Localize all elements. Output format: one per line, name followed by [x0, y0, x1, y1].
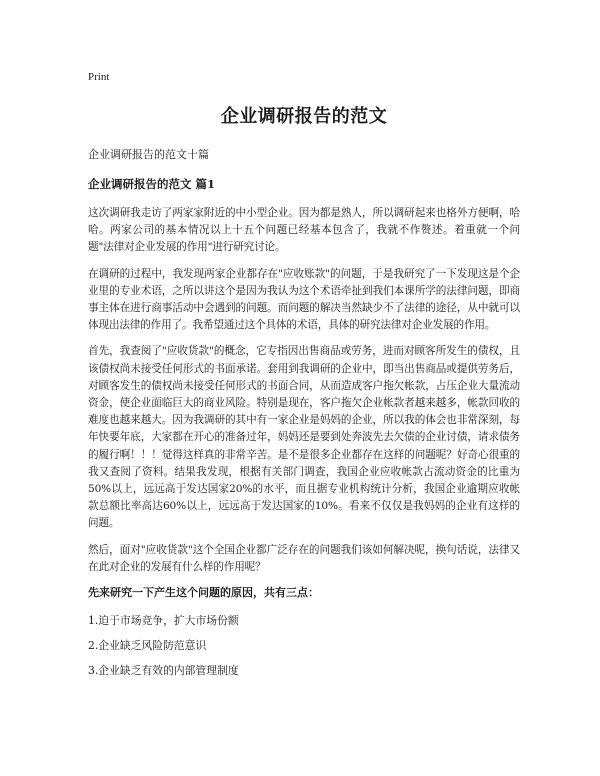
cause-item: 3.企业缺乏有效的内部管理制度 — [88, 664, 239, 678]
cause-item: 1.迫于市场竞争，扩大市场份额 — [88, 614, 239, 628]
paragraph-receivables-issue: 在调研的过程中，我发现两家企业都存在"应收账款"的问题，于是我研究了一下发现这是个企业里的专业术语，之所以讲这个是因为我认为这个术语牵扯到我们本课所学的法律问题，即商事主体在进行商事活动中会遇到的问题。而问题的解决当然缺少不了法律的途径，从中就可以体现出法律的作用了。我希望通过这个具体的术语，具体的研究法律对企业发展的作用。 — [88, 267, 520, 332]
document-page — [88, 70, 520, 688]
section-heading: 企业调研报告的范文 篇1 — [88, 177, 216, 191]
paragraph-intro: 这次调研我走访了两家家附近的中小型企业。因为都是熟人，所以调研起来也格外方便啊，哈哈。两家公司的基本情况以上十五个问题已经基本包含了，我就不作赘述。着重就一个问题"法律对企业发展的作用"进行研究讨论。 — [88, 207, 520, 254]
cause-item: 2.企业缺乏风险防范意识 — [88, 639, 207, 653]
document-title: 企业调研报告的范文 — [220, 106, 388, 127]
document-subtitle: 企业调研报告的范文十篇 — [88, 148, 209, 161]
paragraph-definition: 首先，我查阅了"应收货款"的概念，它专指因出售商品或劳务，进而对顾客所发生的债权，且该债权尚未接受任何形式的书面承诺。套用到我调研的企业中，即当出售商品或提供劳务后，对顾客发生的债权尚未接受任何形式的书面合同，从而造成客户拖欠帐款，占压企业大量流动资金，使企业面临巨大的商业风险。特别是现在，客户拖欠企业帐款者越来越多，帐款回收的难度也越来越大。因为我调研的其中有一家企业是妈妈的企业，所以我的体会也非常深刻，每年快要年底，大家都在开心的准备过年，妈妈还是要到处奔波先去欠债的企业讨债，请求债务的履行啊！！！觉得这样真的非常辛苦。是不是很多企业都存在这样的问题呢？好奇心很重的我又查阅了资料。结果我发现，根据有关部门调查，我国企业应收帐款占流动资金的比重为50%以上，远远高于发达国家20%的水平，而且据专业机构统计分析，我国企业逾期应收帐款总额比率高达60%以上，远远高于发达国家的10%。看来不仅仅是我妈妈的企业有这样的问题。 — [88, 345, 520, 530]
causes-heading: 先来研究一下产生这个问题的原因，共有三点： — [88, 586, 319, 600]
paragraph-question: 然后，面对"应收货款"这个全国企业都广泛存在的问题我们该如何解决呢，换句话说，法律又在此对企业的发展有什么样的作用呢？ — [88, 543, 520, 573]
print-link[interactable]: Print — [88, 71, 110, 83]
